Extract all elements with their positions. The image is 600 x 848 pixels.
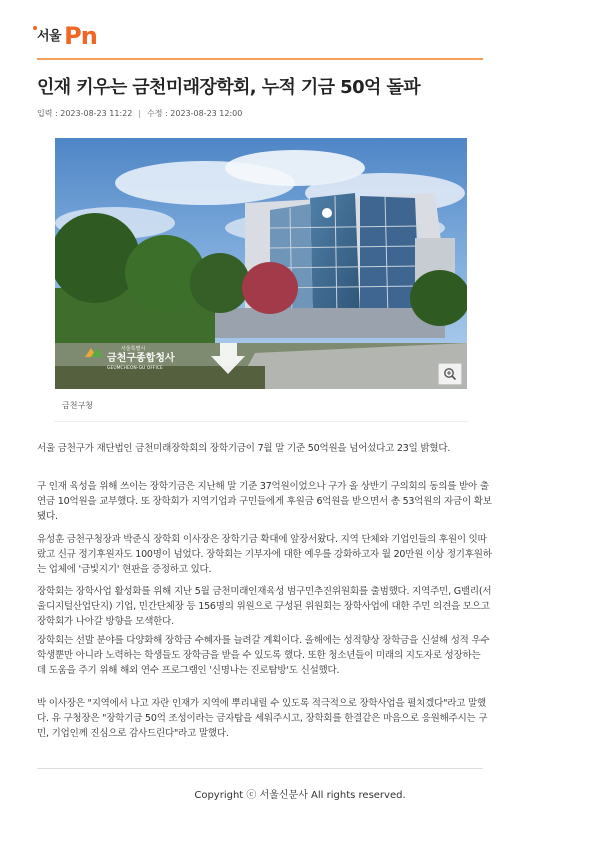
signage-sub: GEUMCHEON-GU OFFICE [107, 366, 163, 371]
logo-seoul-text: 서울 [37, 29, 62, 44]
paragraph-2: 구 인재 육성을 위해 쓰이는 장학기금은 지난해 말 기준 37억원이었으나 구가 올 상반기 구의회의 동의를 받아 출연금 10억원을 교부했다. 또 장학회가 지역기업과 구민들에게 후원금 6억원을 받으면서 총 53억원의 자금이 확보됐다. [37, 481, 492, 522]
paragraph-6: 박 이사장은 "지역에서 나고 자란 인재가 지역에 뿌리내릴 수 있도록 적극적으로 장학사업을 펼치겠다"라고 말했다. 유 구청장은 "장학기금 50억 조성이라는 금자탑을 세워주시고, 장학회를 한결같은 마음으로 응원해주시는 구민, 기업인께 진심으로 감사드린다"라고 말했다. [37, 698, 488, 739]
meta-separator: | [138, 109, 142, 118]
header-divider [37, 58, 483, 60]
zoom-in-icon [443, 367, 457, 381]
paragraph-4: 장학회는 장학사업 활성화를 위해 지난 5월 금천미래인재육성 범구민추진위원회를 출범했다. 지역주민, G밸리(서울디지털산업단지) 기업, 민간단체장 등 156명의 위원으로 구성된 위원회는 장학사업에 대한 주민 의견을 모으고 장학회가 나아갈 방향을 모색한다. [37, 586, 492, 627]
signage-main: 금천구종합청사 [107, 353, 175, 364]
copyright [0, 786, 600, 801]
signage-small: 서울특별시 [121, 346, 146, 352]
logo-pn-text: Pn [64, 22, 97, 50]
modified-date: 수정 : 2023-08-23 12:00 [147, 109, 243, 118]
zoom-button[interactable] [438, 363, 462, 385]
article-photo [55, 138, 467, 389]
article-title: 인재 키우는 금천미래장학회, 누적 기금 50억 돌파 [37, 77, 421, 98]
city-hall-photo [55, 138, 467, 389]
copyright-text: Copyright ⓒ 서울신문사 All rights reserved. [194, 790, 406, 801]
input-date: 입력 : 2023-08-23 11:22 [37, 109, 133, 118]
photo-caption: 금천구청 [62, 401, 93, 410]
paragraph-5: 장학회는 선발 분야를 다양화해 장학금 수혜자를 늘려갈 계획이다. 올해에는 성적향상 장학금을 신설해 성적 우수 학생뿐만 아니라 노력하는 학생들도 장학금을 받을 수 있도록 했다. 또한 청소년들이 미래의 지도자로 성장하는 데 도움을 주기 위해 해외 연수 프로그램인 '신명나는 진로탐방'도 신설했다. [37, 635, 490, 676]
photo-frame-bottom [54, 421, 468, 422]
logo-dot [33, 26, 37, 30]
paragraph-1: 서울 금천구가 재단법인 금천미래장학회의 장학기금이 7월 말 기준 50억원을 넘어섰다고 23일 밝혔다. [37, 443, 451, 454]
site-logo[interactable] [37, 24, 97, 48]
paragraph-3: 유성훈 금천구청장과 박준식 장학회 이사장은 장학기금 확대에 앞장서왔다. 지역 단체와 기업인들의 후원이 잇따랐고 신규 정기후원자도 100명이 넘었다. 장학회는 기부자에 대한 예우를 강화하고자 월 20만원 이상 정기후원하는 업체에 '금빛지기' 현판을 증정하고 있다. [37, 534, 492, 575]
footer-divider [37, 768, 483, 769]
article-meta [37, 108, 242, 119]
